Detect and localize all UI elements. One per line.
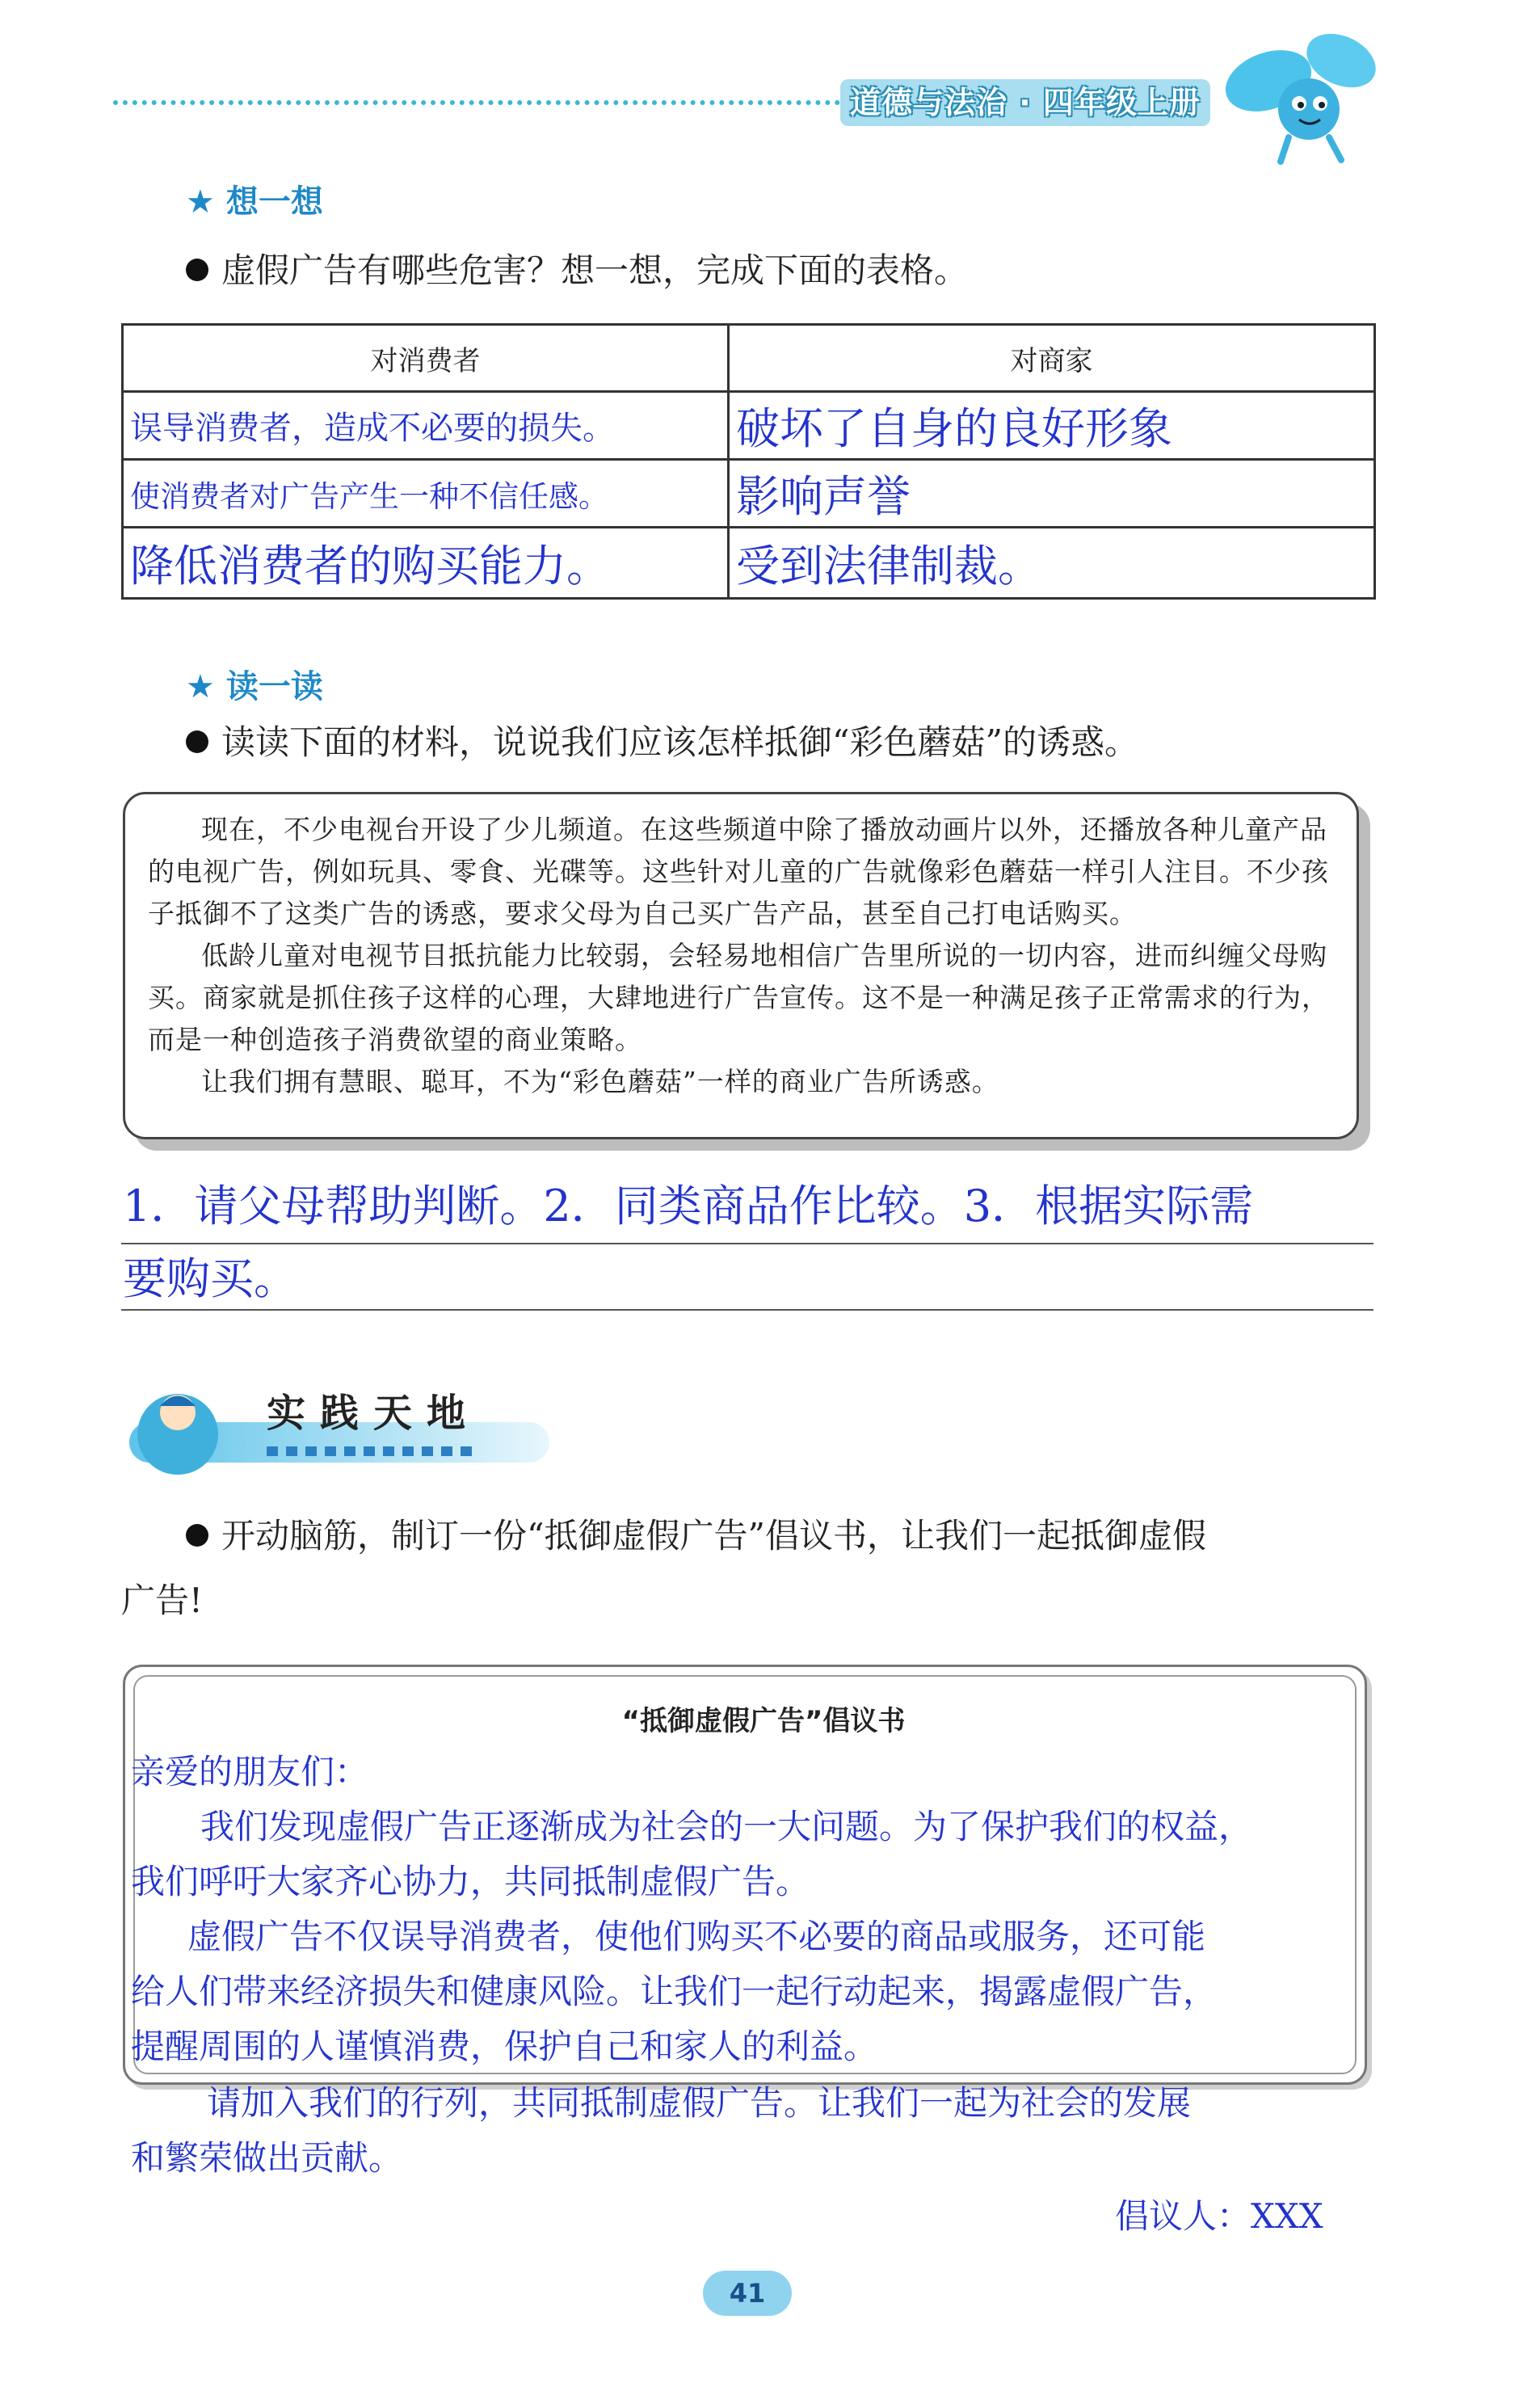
- reading-material-box: [123, 792, 1359, 1139]
- table-header-merchant: 对商家: [729, 325, 1375, 392]
- proposal-line: 我们呼吁大家齐心协力，共同抵制虚假广告。: [131, 1862, 810, 1901]
- star-icon: ★: [186, 183, 215, 221]
- proposal-signature: 倡议人：XXX: [1115, 2196, 1323, 2236]
- page-number: 41: [703, 2271, 792, 2316]
- bullet-icon: [186, 259, 208, 281]
- practice-banner-title: 实践天地: [267, 1391, 481, 1436]
- read-heading: ★ 读一读: [186, 668, 323, 705]
- proposal-title: “抵御虚假广告”倡议书: [621, 1705, 906, 1737]
- answer-line-1: 1．请父母帮助判断。2．同类商品作比较。3．根据实际需: [123, 1181, 1254, 1231]
- star-icon: ★: [186, 668, 215, 705]
- table-header-row: [123, 325, 1375, 392]
- proposal-greeting: 亲爱的朋友们：: [131, 1752, 369, 1791]
- think-prompt: 虚假广告有哪些危害？想一想，完成下面的表格。: [186, 244, 968, 293]
- table-cell: 影响声誉: [729, 460, 1375, 528]
- table-cell: 误导消费者，造成不必要的损失。: [123, 392, 729, 460]
- table-cell: 破坏了自身的良好形象: [729, 392, 1375, 460]
- proposal-line: 虚假广告不仅误导消费者，使他们购买不必要的商品或服务，还可能: [187, 1917, 1206, 1956]
- reading-paragraph: 低龄儿童对电视节目抵抗能力比较弱，会轻易地相信广告里所说的一切内容，进而纠缠父母购买。商家就是抓住孩子这样的心理，大肆地进行广告宣传。这不是一种满足孩子正常需求的行为，而是一种创造孩子消费欲望的商业策略。: [148, 940, 1329, 1055]
- proposal-line: 和繁荣做出贡献。: [131, 2138, 403, 2178]
- bullet-icon: [186, 730, 208, 753]
- table-cell: 降低消费者的购买能力。: [123, 528, 729, 599]
- table-row: [123, 528, 1375, 599]
- proposal-line: 给人们带来经济损失和健康风险。让我们一起行动起来，揭露虚假广告，: [131, 1972, 1218, 2011]
- proposal-line: 请加入我们的行列，共同抵制虚假广告。让我们一起为社会的发展: [207, 2083, 1192, 2123]
- bullet-icon: [186, 1524, 208, 1547]
- practice-prompt-cont: 广告!: [121, 1581, 203, 1620]
- proposal-line: 提醒周围的人谨慎消费，保护自己和家人的利益。: [131, 2027, 878, 2066]
- read-prompt: 读读下面的材料，说说我们应该怎样抵御“彩色蘑菇”的诱惑。: [186, 716, 1138, 764]
- header-title: 道德与法治 · 四年级上册: [840, 79, 1210, 126]
- answer-rule: [121, 1309, 1373, 1311]
- table-cell: 使消费者对广告产生一种不信任感。: [123, 460, 729, 528]
- proposal-line: 我们发现虚假广告正逐渐成为社会的一大问题。为了保护我们的权益，: [200, 1807, 1253, 1846]
- reading-paragraph: 让我们拥有慧眼、聪耳，不为“彩色蘑菇”一样的商业广告所诱惑。: [201, 1066, 999, 1097]
- table-row: [123, 392, 1375, 460]
- answer-line-2: 要购买。: [123, 1253, 297, 1304]
- table-header-consumer: 对消费者: [123, 325, 729, 392]
- header-dotted-line: [113, 100, 840, 105]
- think-heading: ★ 想一想: [186, 183, 323, 221]
- practice-prompt: 开动脑筋，制订一份“抵御虚假广告”倡议书，让我们一起抵御虚假: [186, 1509, 1206, 1558]
- table-cell: 受到法律制裁。: [729, 528, 1375, 599]
- mascot-icon: [1212, 16, 1390, 170]
- reading-paragraph: 现在，不少电视台开设了少儿频道。在这些频道中除了播放动画片以外，还播放各种儿童产品的电视广告，例如玩具、零食、光碟等。这些针对儿童的广告就像彩色蘑菇一样引人注目。不少孩子抵御不了这类广告的诱惑，要求父母为自己买广告产品，甚至自己打电话购买。: [148, 814, 1329, 929]
- harm-table: [121, 323, 1376, 600]
- answer-rule: [121, 1243, 1373, 1244]
- table-row: [123, 460, 1375, 528]
